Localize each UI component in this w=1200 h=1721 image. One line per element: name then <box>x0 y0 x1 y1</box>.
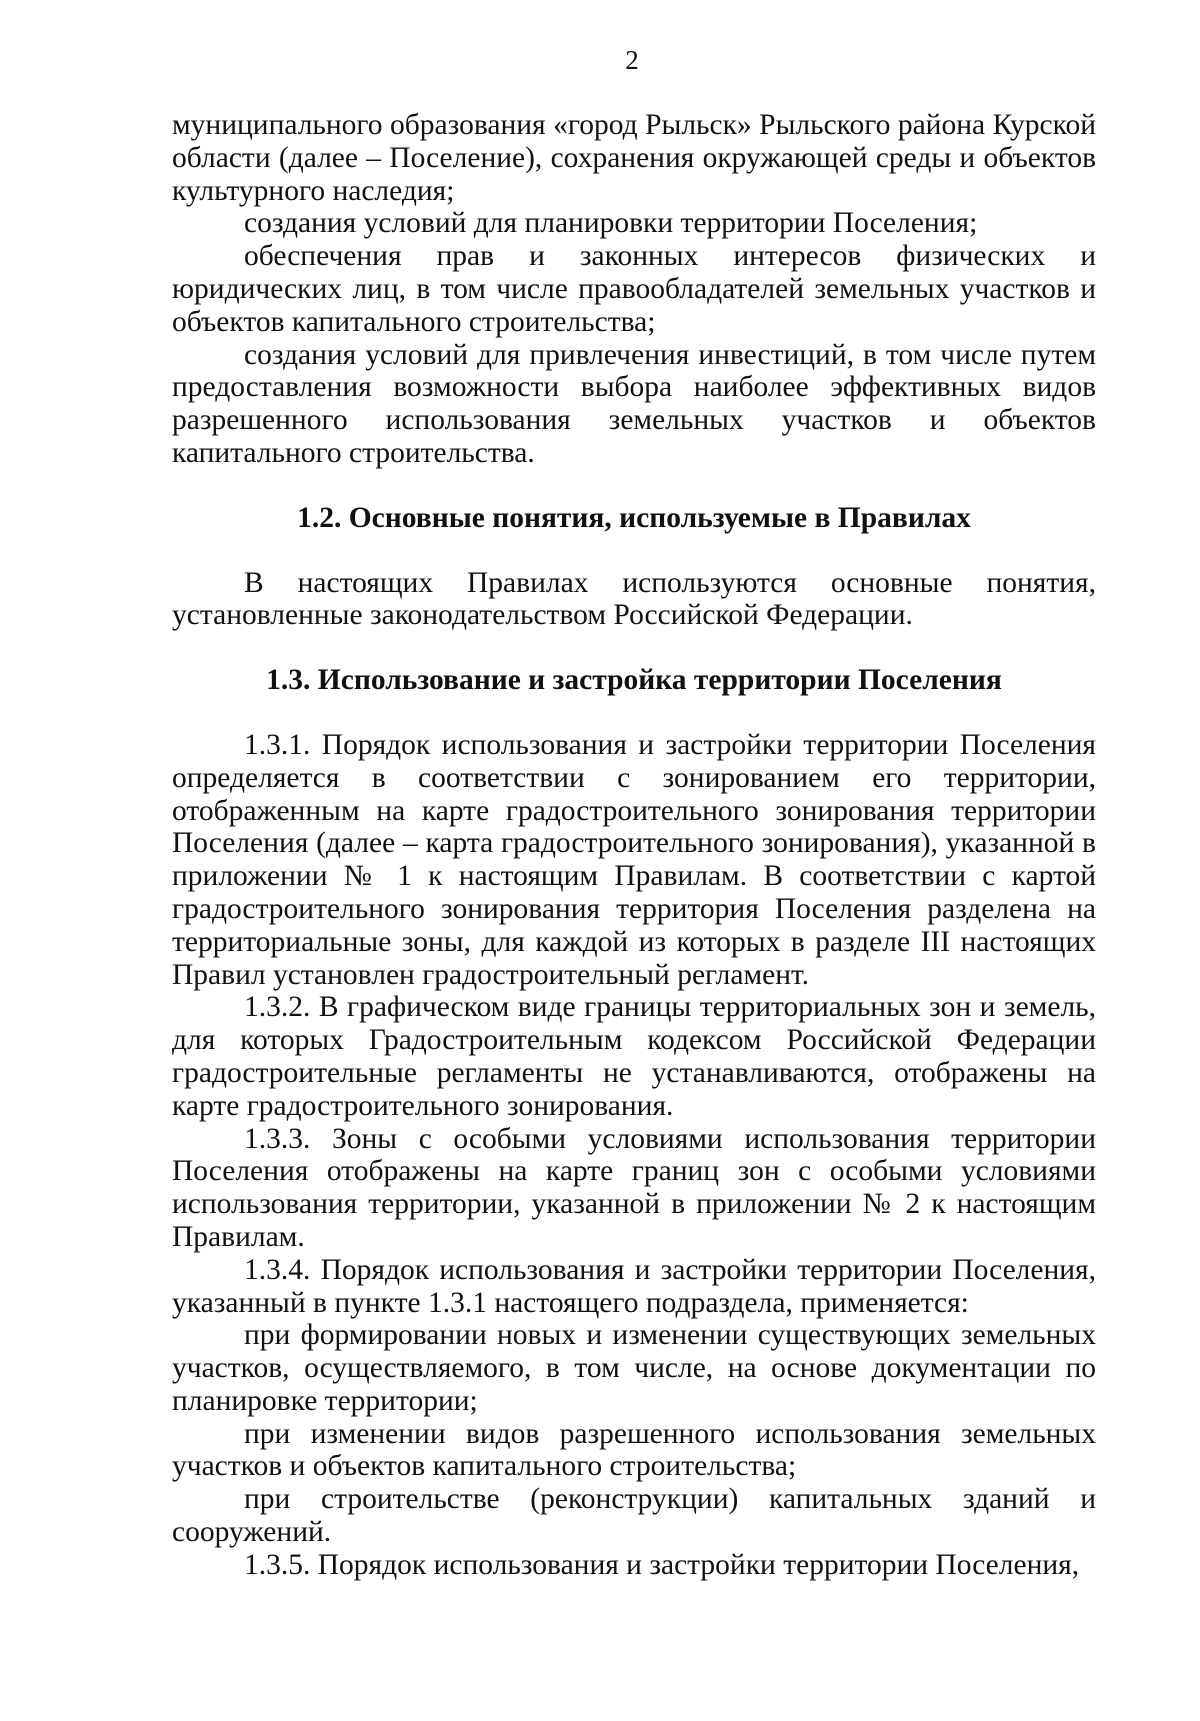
paragraph-continuation: муниципального образования «город Рыльск» Рыльского района Курской области (далее – Поселение), сохранения окружающей среды и объектов культурного наследия; <box>172 109 1096 207</box>
paragraph: создания условий для планировки территории Поселения; <box>244 207 978 240</box>
paragraph-1-3-3: 1.3.3. Зоны с особыми условиями использования территории Поселения отображены на карте границ зон с особыми условиями использования территории, указанной в приложении № 2 к настоящим Правилам. <box>172 1122 1096 1253</box>
paragraph-1-3-5: 1.3.5. Порядок использования и застройки территории Поселения, <box>244 1548 1080 1581</box>
paragraph-1-3-1: 1.3.1. Порядок использования и застройки территории Поселения определяется в соответствии с зонированием его территории, отображенным на карте градостроительного зонирования территории Поселения (далее – карта градостроительного зонирования), указанной в приложении № 1 к настоящим Правилам. В соответствии с картой градостроительного зонирования территория Поселения разделена на территориальные зоны, для каждой из которых в разделе III настоящих Правил установлен градостроительный регламент. <box>172 728 1096 991</box>
list-item: при изменении видов разрешенного использования земельных участков и объектов капитального строительства; <box>172 1417 1096 1483</box>
document-body <box>172 109 1096 1582</box>
section-heading-1-2: 1.2. Основные понятия, используемые в Правилах <box>297 501 971 534</box>
page-number: 2 <box>625 45 639 75</box>
list-item: при строительстве (реконструкции) капитальных зданий и сооружений. <box>172 1483 1096 1549</box>
section-heading-1-3: 1.3. Использование и застройка территории Поселения <box>266 664 1002 697</box>
paragraph: обеспечения прав и законных интересов физических и юридических лиц, в том числе правообладателей земельных участков и объектов капитального строительства; <box>172 240 1096 338</box>
list-item: при формировании новых и изменении существующих земельных участков, осуществляемого, в том числе, на основе документации по планировке территории; <box>172 1319 1096 1417</box>
paragraph: создания условий для привлечения инвестиций, в том числе путем предоставления возможности выбора наиболее эффективных видов разрешенного использования земельных участков и объектов капитального строительства. <box>172 338 1096 469</box>
paragraph-1-3-2: 1.3.2. В графическом виде границы территориальных зон и земель, для которых Градостроительным кодексом Российской Федерации градостроительные регламенты не устанавливаются, отображены на карте градостроительного зонирования. <box>172 991 1096 1122</box>
paragraph-1-3-4: 1.3.4. Порядок использования и застройки территории Поселения, указанный в пункте 1.3.1 настоящего подраздела, применяется: <box>172 1253 1096 1319</box>
paragraph: В настоящих Правилах используются основные понятия, установленные законодательством Российской Федерации. <box>172 566 1096 632</box>
